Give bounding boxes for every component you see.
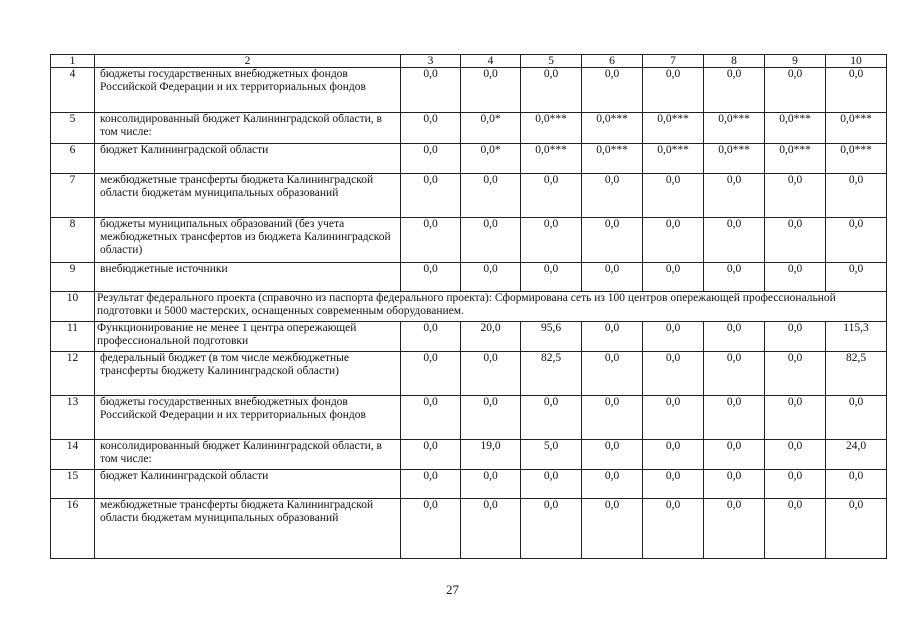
row-number: 15	[51, 470, 95, 499]
value-cell: 0,0	[461, 396, 521, 440]
value-cell: 0,0	[704, 440, 765, 470]
value-cell: 0,0	[765, 263, 826, 292]
value-cell: 0,0	[826, 499, 887, 559]
value-cell: 0,0	[521, 68, 582, 113]
header-cell: 4	[461, 55, 521, 68]
value-cell: 24,0	[826, 440, 887, 470]
value-cell: 95,6	[521, 322, 582, 352]
row-number: 6	[51, 144, 95, 174]
table-row	[51, 352, 887, 396]
value-cell: 0,0	[765, 440, 826, 470]
row-description: федеральный бюджет (в том числе межбюджетные трансферты бюджету Калининградской области)	[95, 352, 401, 396]
value-cell: 0,0	[704, 174, 765, 218]
value-cell: 0,0	[401, 322, 461, 352]
row-number: 10	[51, 292, 95, 322]
section-row	[51, 292, 887, 322]
value-cell: 0,0	[461, 352, 521, 396]
value-cell: 0,0	[521, 499, 582, 559]
row-description: Функционирование не менее 1 центра опережающей профессиональной подготовки	[95, 322, 401, 352]
value-cell: 0,0	[582, 352, 643, 396]
header-cell: 7	[643, 55, 704, 68]
value-cell: 20,0	[461, 322, 521, 352]
value-cell: 0,0	[643, 352, 704, 396]
value-cell: 0,0	[765, 470, 826, 499]
value-cell: 0,0	[582, 68, 643, 113]
row-number: 8	[51, 218, 95, 263]
table-row	[51, 263, 887, 292]
value-cell: 0,0	[826, 470, 887, 499]
value-cell: 0,0	[461, 174, 521, 218]
value-cell: 0,0	[704, 470, 765, 499]
value-cell: 0,0***	[704, 113, 765, 144]
value-cell: 0,0	[765, 396, 826, 440]
value-cell: 0,0***	[582, 144, 643, 174]
row-number: 11	[51, 322, 95, 352]
header-cell: 3	[401, 55, 461, 68]
value-cell: 0,0	[521, 174, 582, 218]
row-description: бюджет Калининградской области	[95, 470, 401, 499]
value-cell: 0,0	[704, 218, 765, 263]
section-text: Результат федерального проекта (справочно из паспорта федерального проекта): Сформирована сеть из 100 центров опережающей профессиональной подготовки и 5000 мастерских, оснащенных современным оборудованием.	[95, 292, 887, 322]
header-cell: 1	[51, 55, 95, 68]
value-cell: 0,0	[643, 322, 704, 352]
row-description: бюджеты муниципальных образований (без учета межбюджетных трансфертов из бюджета Калининградской области)	[95, 218, 401, 263]
value-cell: 0,0	[521, 396, 582, 440]
value-cell: 0,0	[704, 499, 765, 559]
table-header-row	[51, 55, 887, 68]
value-cell: 0,0	[401, 113, 461, 144]
value-cell: 0,0	[765, 68, 826, 113]
value-cell: 0,0	[401, 396, 461, 440]
header-cell: 2	[95, 55, 401, 68]
value-cell: 0,0	[643, 218, 704, 263]
row-number: 7	[51, 174, 95, 218]
row-description: бюджеты государственных внебюджетных фондов Российской Федерации и их территориальных фондов	[95, 396, 401, 440]
value-cell: 0,0	[643, 263, 704, 292]
header-cell: 10	[826, 55, 887, 68]
value-cell: 0,0*	[461, 144, 521, 174]
value-cell: 0,0	[582, 499, 643, 559]
value-cell: 0,0	[643, 499, 704, 559]
value-cell: 0,0	[582, 174, 643, 218]
value-cell: 115,3	[826, 322, 887, 352]
value-cell: 0,0***	[826, 144, 887, 174]
value-cell: 0,0	[582, 322, 643, 352]
row-description: консолидированный бюджет Калининградской области, в том числе:	[95, 113, 401, 144]
value-cell: 0,0	[704, 263, 765, 292]
row-number: 5	[51, 113, 95, 144]
value-cell: 0,0	[765, 352, 826, 396]
row-number: 9	[51, 263, 95, 292]
value-cell: 0,0***	[826, 113, 887, 144]
header-cell: 9	[765, 55, 826, 68]
value-cell: 0,0	[401, 499, 461, 559]
value-cell: 0,0	[401, 470, 461, 499]
value-cell: 0,0	[521, 263, 582, 292]
value-cell: 0,0	[582, 263, 643, 292]
value-cell: 0,0	[401, 352, 461, 396]
row-number: 16	[51, 499, 95, 559]
header-cell: 8	[704, 55, 765, 68]
value-cell: 0,0***	[582, 113, 643, 144]
value-cell: 0,0	[521, 470, 582, 499]
value-cell: 0,0	[826, 396, 887, 440]
table-row	[51, 68, 887, 113]
table-row	[51, 396, 887, 440]
table-row	[51, 440, 887, 470]
value-cell: 0,0	[401, 218, 461, 263]
row-description: внебюджетные источники	[95, 263, 401, 292]
row-description: межбюджетные трансферты бюджета Калининградской области бюджетам муниципальных образований	[95, 499, 401, 559]
page-number: 27	[446, 582, 459, 597]
value-cell: 0,0	[643, 440, 704, 470]
value-cell: 0,0	[461, 218, 521, 263]
value-cell: 0,0	[826, 68, 887, 113]
value-cell: 0,0	[461, 499, 521, 559]
table-row	[51, 174, 887, 218]
row-description: межбюджетные трансферты бюджета Калининградской области бюджетам муниципальных образований	[95, 174, 401, 218]
value-cell: 0,0	[401, 174, 461, 218]
row-description: консолидированный бюджет Калининградской области, в том числе:	[95, 440, 401, 470]
value-cell: 82,5	[826, 352, 887, 396]
value-cell: 0,0	[401, 440, 461, 470]
value-cell: 0,0	[582, 396, 643, 440]
value-cell: 0,0*	[461, 113, 521, 144]
value-cell: 0,0	[582, 470, 643, 499]
header-cell: 6	[582, 55, 643, 68]
value-cell: 0,0	[643, 470, 704, 499]
value-cell: 0,0	[765, 218, 826, 263]
value-cell: 0,0	[401, 144, 461, 174]
value-cell: 82,5	[521, 352, 582, 396]
value-cell: 0,0	[704, 396, 765, 440]
value-cell: 0,0	[826, 174, 887, 218]
value-cell: 0,0	[582, 440, 643, 470]
value-cell: 0,0	[401, 68, 461, 113]
value-cell: 0,0	[401, 263, 461, 292]
value-cell: 0,0	[643, 396, 704, 440]
table-row	[51, 470, 887, 499]
table-body-lower	[51, 322, 887, 559]
value-cell: 0,0	[765, 174, 826, 218]
value-cell: 0,0	[461, 263, 521, 292]
table-row	[51, 322, 887, 352]
value-cell: 5,0	[521, 440, 582, 470]
value-cell: 0,0	[765, 499, 826, 559]
value-cell: 0,0	[826, 263, 887, 292]
row-number: 14	[51, 440, 95, 470]
row-number: 13	[51, 396, 95, 440]
row-number: 4	[51, 68, 95, 113]
budget-table-sheet	[50, 54, 887, 559]
value-cell: 0,0***	[765, 144, 826, 174]
budget-table	[50, 54, 887, 559]
value-cell: 0,0	[704, 322, 765, 352]
value-cell: 0,0***	[643, 144, 704, 174]
value-cell: 0,0	[461, 68, 521, 113]
value-cell: 0,0	[643, 68, 704, 113]
value-cell: 0,0***	[643, 113, 704, 144]
value-cell: 0,0***	[521, 144, 582, 174]
value-cell: 0,0	[704, 68, 765, 113]
table-row	[51, 144, 887, 174]
value-cell: 0,0***	[521, 113, 582, 144]
row-description: бюджеты государственных внебюджетных фондов Российской Федерации и их территориальных фондов	[95, 68, 401, 113]
value-cell: 0,0	[643, 174, 704, 218]
table-row	[51, 499, 887, 559]
value-cell: 19,0	[461, 440, 521, 470]
table-body-upper	[51, 68, 887, 292]
value-cell: 0,0	[826, 218, 887, 263]
value-cell: 0,0***	[704, 144, 765, 174]
value-cell: 0,0	[765, 322, 826, 352]
header-cell: 5	[521, 55, 582, 68]
table-row	[51, 218, 887, 263]
row-description: бюджет Калининградской области	[95, 144, 401, 174]
value-cell: 0,0	[461, 470, 521, 499]
table-row	[51, 113, 887, 144]
value-cell: 0,0	[582, 218, 643, 263]
value-cell: 0,0	[704, 352, 765, 396]
row-number: 12	[51, 352, 95, 396]
value-cell: 0,0***	[765, 113, 826, 144]
value-cell: 0,0	[521, 218, 582, 263]
